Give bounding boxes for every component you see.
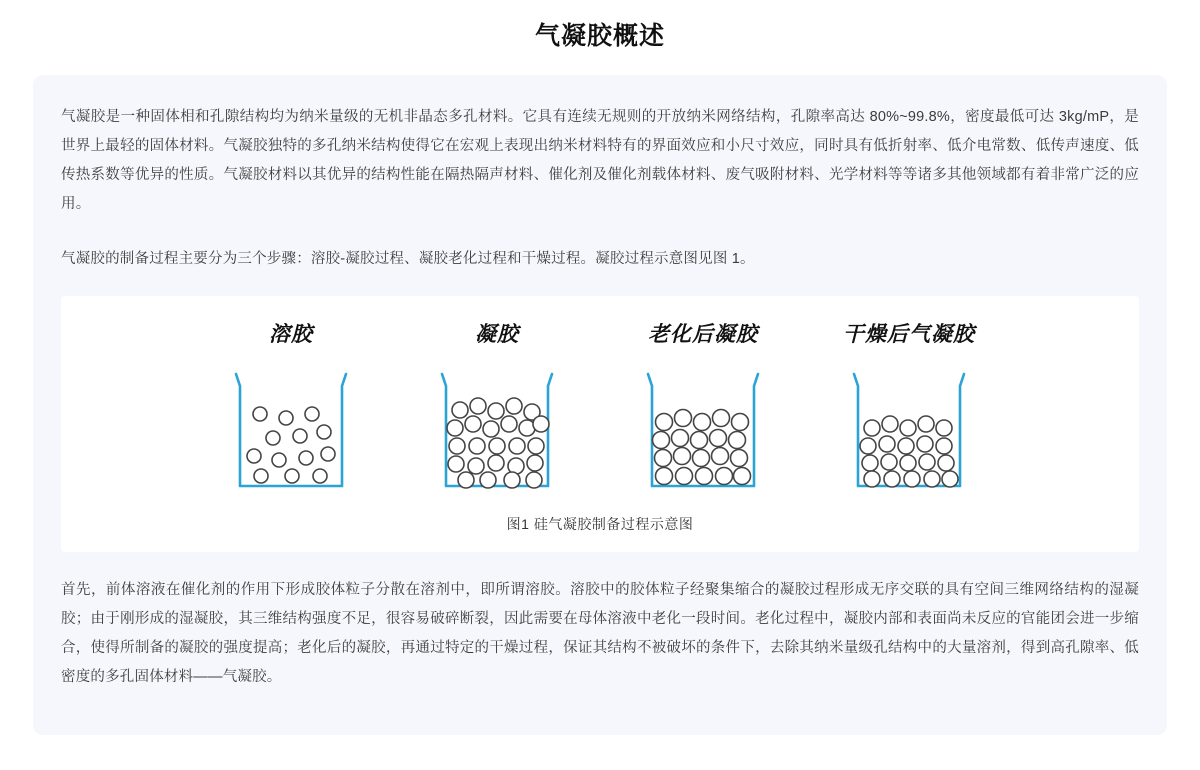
beaker-unit-sol: [207, 318, 375, 506]
beaker-icon-dried-aerogel: [834, 356, 984, 506]
beaker-unit-aged-gel: [619, 318, 787, 506]
beaker-icon-sol: [216, 356, 366, 506]
figure-container: [61, 296, 1139, 552]
beaker-label-aged-gel: 老化后凝胶: [648, 321, 758, 346]
document-page: [0, 17, 1200, 770]
beaker-label-dried-aerogel: 干燥后气凝胶: [843, 321, 975, 346]
beaker-unit-gel: [413, 318, 581, 506]
beaker-icon-gel: [422, 356, 572, 506]
beaker-label-sol: 溶胶: [269, 321, 313, 346]
content-card: [33, 75, 1167, 735]
beaker-icon-aged-gel: [628, 356, 778, 506]
paragraph-process: 气凝胶的制备过程主要分为三个步骤：溶胶-凝胶过程、凝胶老化过程和干燥过程。凝胶过程示意图见图 1。: [61, 250, 755, 267]
figure-caption: 图1 硅气凝胶制备过程示意图: [506, 515, 694, 532]
page-title: 气凝胶概述: [534, 21, 665, 50]
paragraph-conclusion: 首先，前体溶液在催化剂的作用下形成胶体粒子分散在溶剂中，即所谓溶胶。溶胶中的胶体粒子经聚集缩合的凝胶过程形成无序交联的具有空间三维网络结构的湿凝胶；由于刚形成的湿凝胶，其三维结构强度不足，很容易破碎断裂，因此需要在母体溶液中老化一段时间。老化过程中，凝胶内部和表面尚未反应的官能团会进一步缩合，使得所制备的凝胶的强度提高；老化后的凝胶，再通过特定的干燥过程，保证其结构不被破坏的条件下，去除其纳米量级孔结构中的大量溶剂，得到高孔隙率、低密度的多孔固体材料——气凝胶。: [61, 581, 1139, 685]
paragraph-intro: 气凝胶是一种固体相和孔隙结构均为纳米量级的无机非晶态多孔材料。它具有连续无规则的开放纳米网络结构，孔隙率高达 80%~99.8%，密度最低可达 3kg/mP，是世界上最轻的固体材料。气凝胶独特的多孔纳米结构使得它在宏观上表现出纳米材料特有的界面效应和小尺寸效应，同时具有低折射率、低介电常数、低传声速度、低传热系数等优异的性质。气凝胶材料以其优异的结构性能在隔热隔声材料、催化剂及催化剂载体材料、废气吸附材料、光学材料等等诸多其他领域都有着非常广泛的应用。: [61, 108, 1139, 212]
beaker-label-gel: 凝胶: [475, 321, 519, 346]
beaker-unit-dried-aerogel: [825, 318, 993, 506]
beaker-diagram: [61, 310, 1139, 512]
